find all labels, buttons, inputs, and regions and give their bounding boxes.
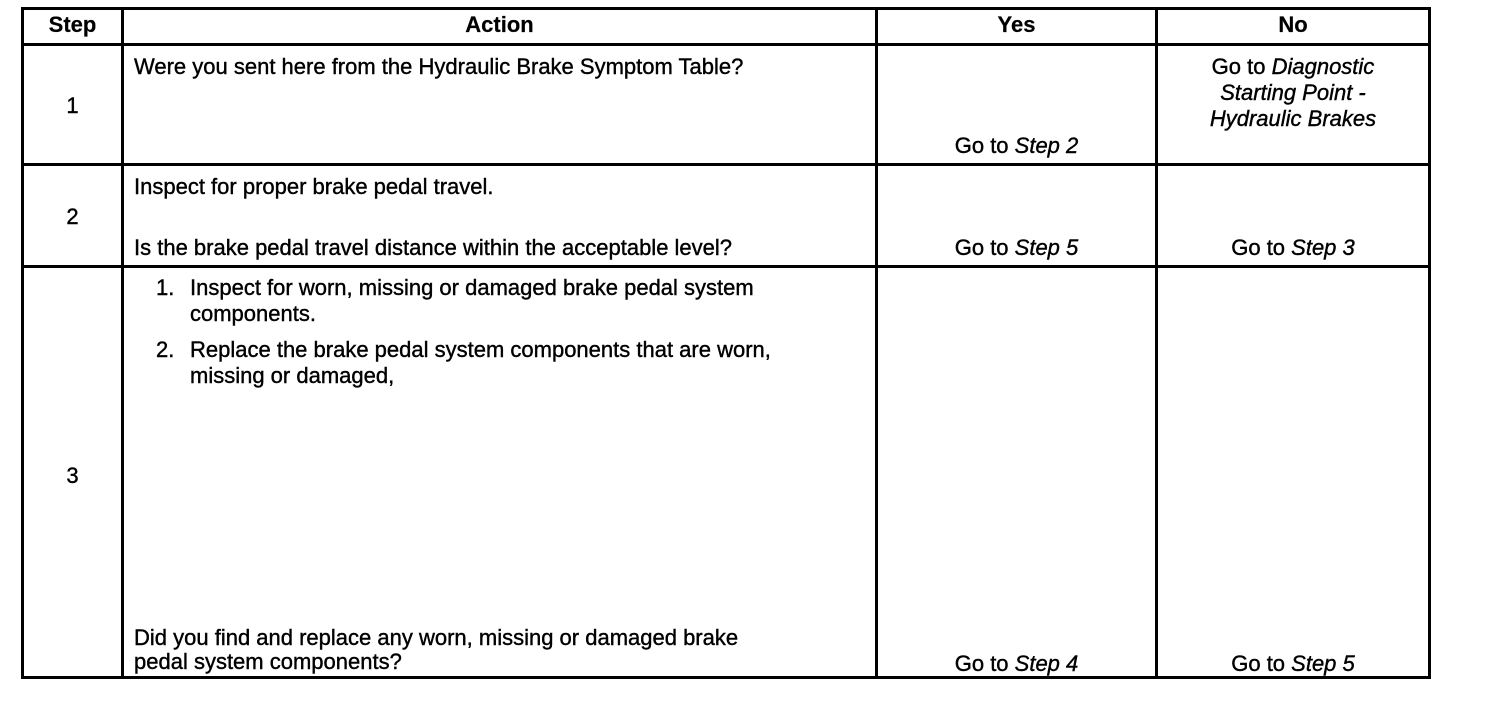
step-number: 3 [66,463,79,488]
action-instruction: Inspect for proper brake pedal travel. [134,174,494,199]
yes-instruction: Go to Step 5 [954,235,1079,260]
no-instruction-line2 [1158,80,1428,106]
action-question: Did you find and replace any worn, missing or damaged brake [134,625,739,650]
no-instruction: Go to Step 5 [1231,651,1355,676]
row-divider-step-1 [24,163,1428,166]
list-item-text: Replace the brake pedal system components that are worn, [190,337,771,362]
list-number: 1. [156,275,175,300]
header-step: Step [48,12,97,37]
column-divider-step-action [121,10,124,676]
no-link-starting-point[interactable]: Starting Point - [1220,80,1366,105]
no-link-diagnostic[interactable]: Diagnostic [1271,54,1375,79]
row-divider-step-2 [24,265,1428,268]
step-number: 2 [66,204,79,229]
action-question: Is the brake pedal travel distance within the acceptable level? [134,235,733,260]
yes-step-link[interactable]: Step 4 [1014,651,1079,676]
no-instruction-line3 [1158,106,1428,132]
yes-instruction: Go to Step 4 [954,651,1079,676]
step-number: 1 [66,93,79,118]
column-divider-action-yes [875,10,878,676]
no-link-hydraulic-brakes[interactable]: Hydraulic Brakes [1209,106,1377,131]
header-action: Action [465,12,534,37]
yes-instruction: Go to Step 2 [954,133,1079,158]
yes-step-link[interactable]: Step 5 [1014,235,1079,260]
action-question: Were you sent here from the Hydraulic Brake Symptom Table? [134,54,744,79]
yes-step-link[interactable]: Step 2 [1014,133,1079,158]
header-no: No [1278,12,1308,37]
action-question-continued: pedal system components? [134,649,402,674]
list-number: 2. [156,337,175,362]
header-yes: Yes [997,12,1036,37]
no-step-link[interactable]: Step 5 [1291,651,1355,676]
list-item-text-continued: components. [190,301,316,326]
list-item-text-continued: missing or damaged, [190,363,395,388]
list-item-text: Inspect for worn, missing or damaged brake pedal system [190,275,754,300]
no-step-link[interactable]: Step 3 [1291,235,1355,260]
no-instruction: Go to Step 3 [1231,235,1355,260]
diagnostic-table [21,7,1431,679]
row-divider-header [24,43,1428,46]
no-instruction: Go to Diagnostic [1211,54,1375,79]
